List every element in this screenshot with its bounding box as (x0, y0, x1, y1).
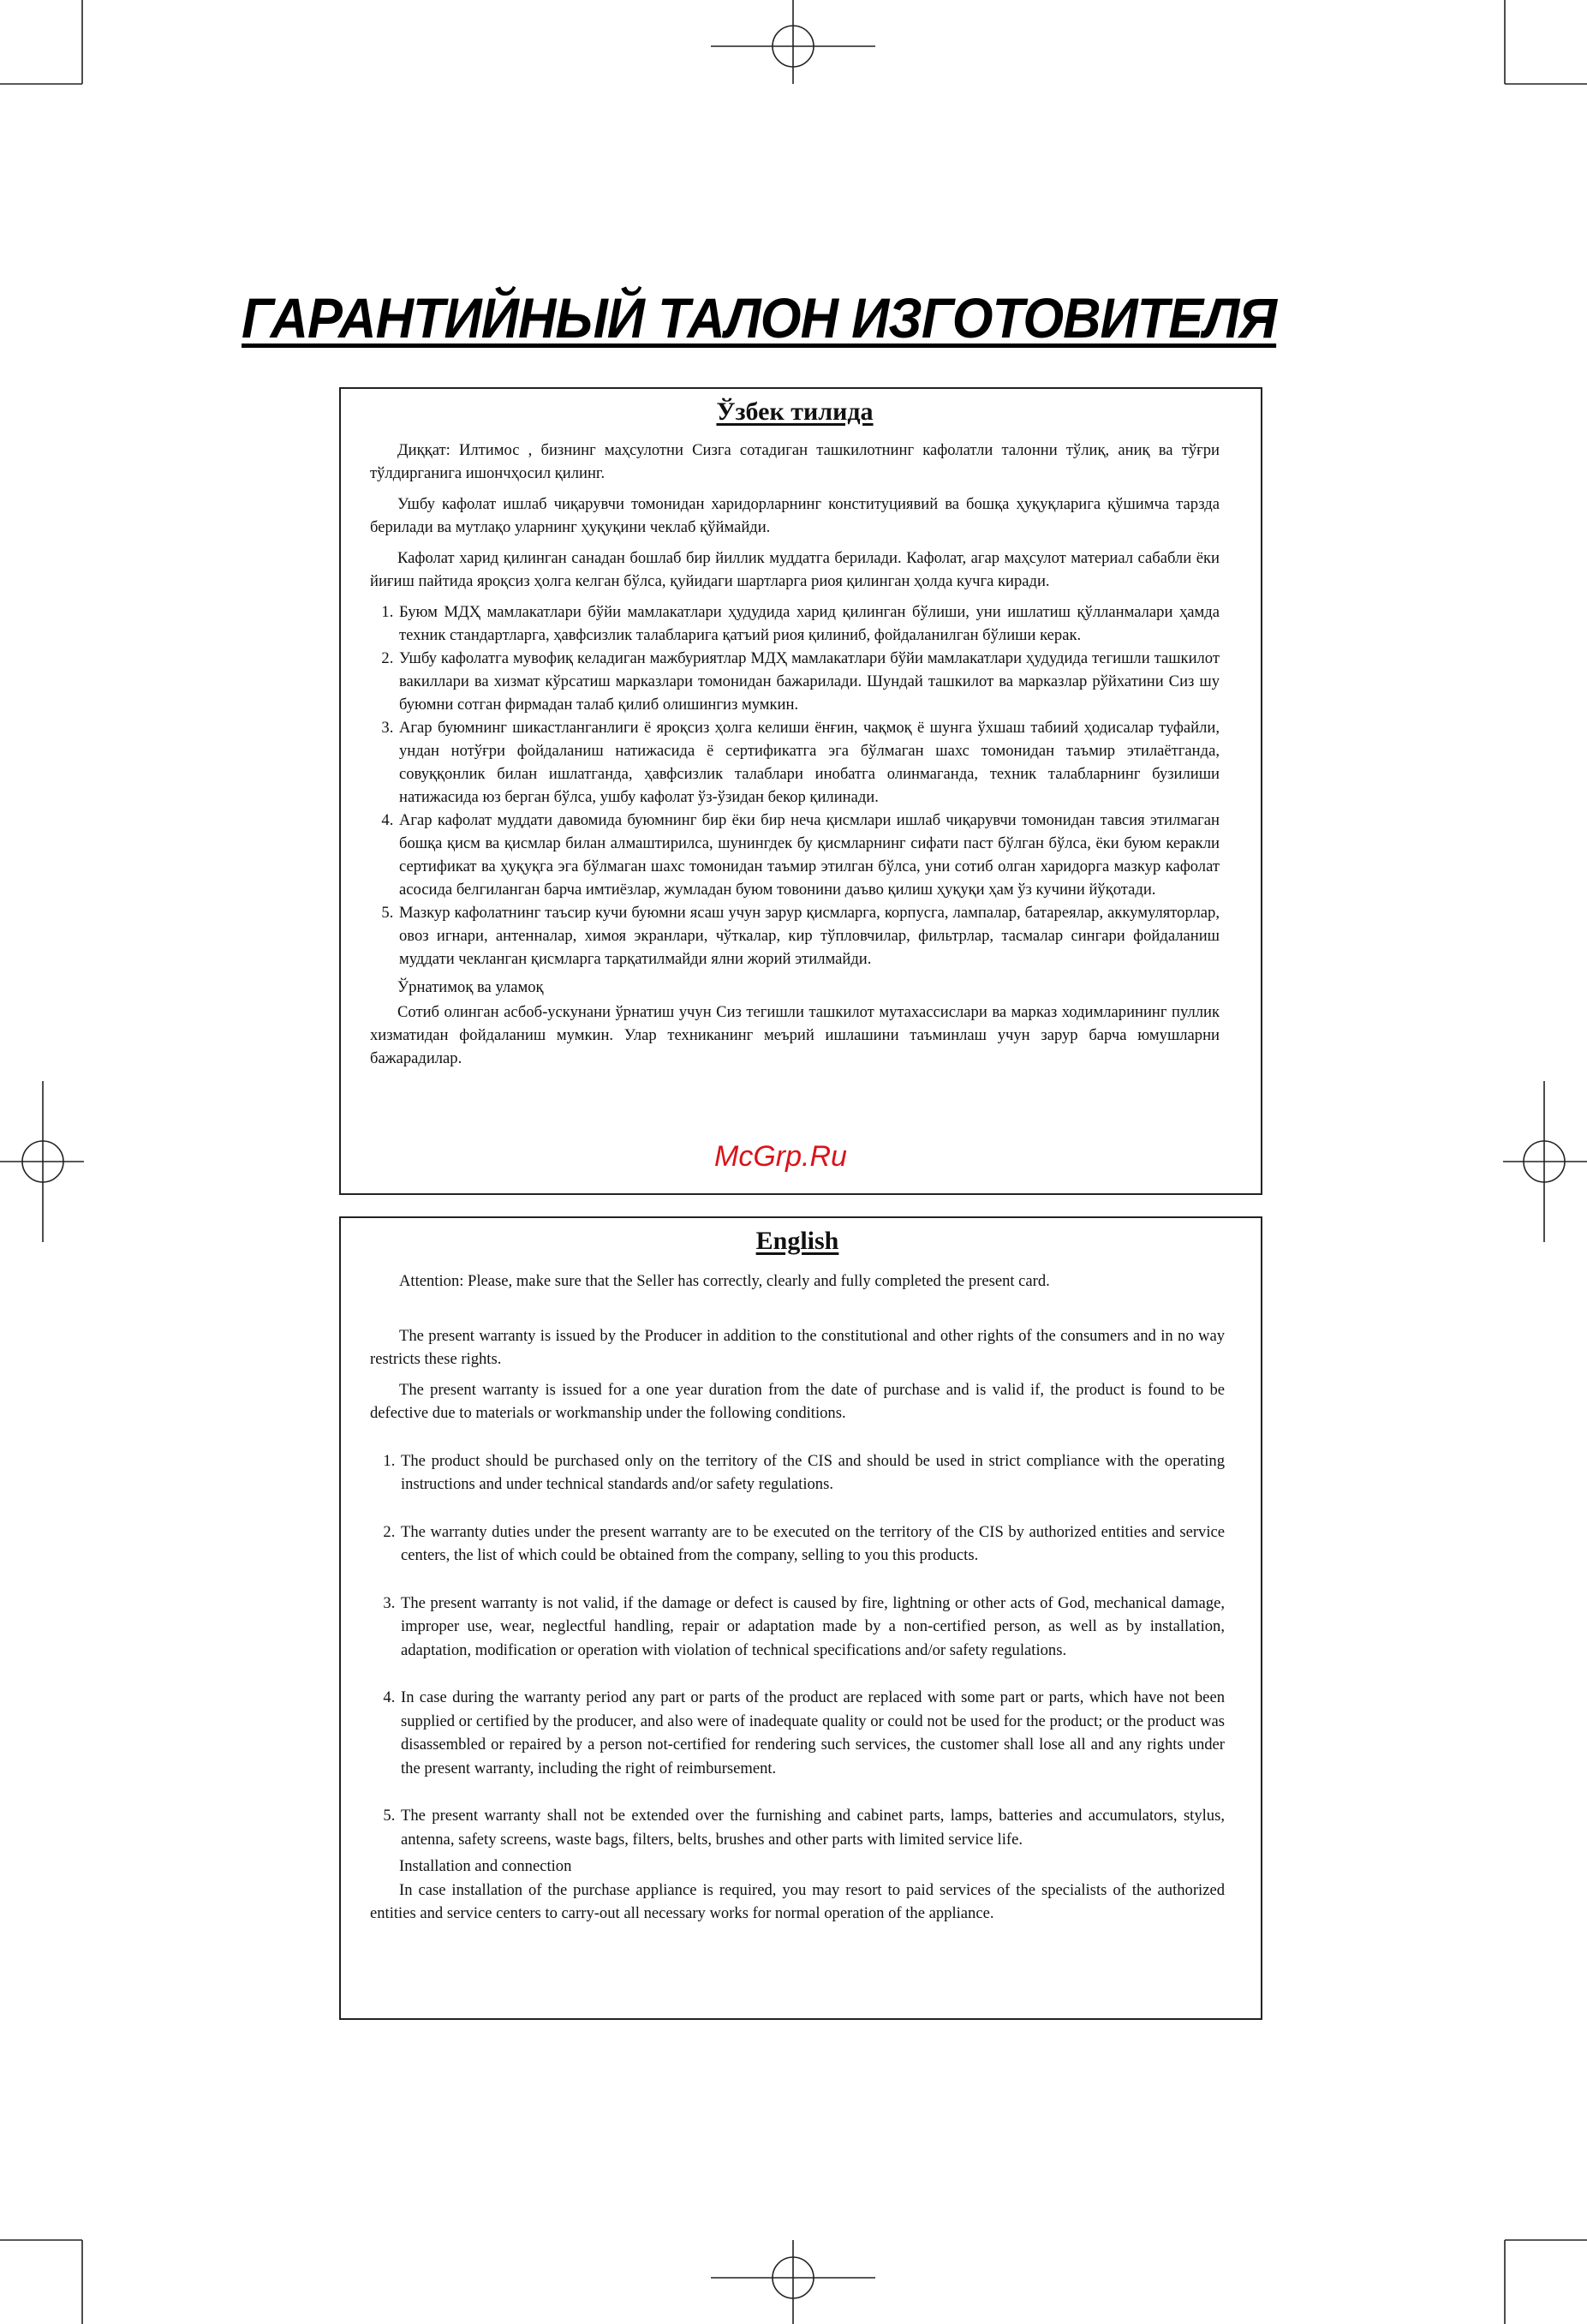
english-condition-item: 5. The present warranty shall not be extended over the furnishing and cabinet parts, lamps, batteries and accumulators, stylus, antenna, safety screens, waste bags, filters, belts, brushes and other parts with limited service life. (399, 1804, 1225, 1851)
english-condition-item: 3. The present warranty is not valid, if the damage or defect is caused by fire, lightning or other acts of God, mechanical damage, improper use, wear, neglectful handling, repair or adaptation made by a non-certified person, as well as by installation, adaptation, modification or operation with violation of technical specifications and/or safety regulations. (399, 1592, 1225, 1663)
uzbek-installation-text: Сотиб олинган асбоб-ускунани ўрнатиш учун Сиз тегишли ташкилот мутахассислари ва марказ ходимларининг пуллик хизматидан фойдаланиш мумкин. Улар техниканинг меърий ишлашини таъминлаш учун зарур барча юмушларни бажарадилар. (370, 1003, 1220, 1067)
uzbek-condition-item: 3. Агар буюмнинг шикастланганлиги ё яроқсиз ҳолга келиши ёнғин, чақмоқ ё шунга ўхшаш табиий ҳодисалар туфайли, ундан нотўғри фойдаланиш натижасида ё сертификатга эга бўлмаган шахс томонидан таъмир этилаётганда, совуққонлик билан ишлатганда, ҳавфсизлик талаблари инобатга олинмаганда, техник талабларнинг бузилиши натижасида юз берган бўлса, ушбу кафолат ўз-ўзидан бекор қилинади. (397, 716, 1220, 809)
english-intro-paragraph-2: The present warranty is issued for a one year duration from the date of purchase and is valid if, the product is found to be defective due to materials or workmanship under the following conditions. (370, 1380, 1225, 1422)
uzbek-condition-item: 4. Агар кафолат муддати давомида буюмнинг бир ёки бир неча қисмлари ишлаб чиқарувчи томонидан тавсия этилмаган бошқа қисм ва қисмлар билан алмаштирилса, шунингдек бу қисмларнинг сифати паст бўлган бўлса, ёки буюм керакли сертификат ва ҳуқуқга эга бўлмаган шахс томонидан таъмир этилган бўлса, уни сотиб олган харидорга мазкур кафолат асосида белгиланган барча имтиёзлар, жумладан буюм товонини даъво қилиш ҳуқуқи ҳам ўз кучини йўқотади. (397, 809, 1220, 901)
page-title: ГАРАНТИЙНЫЙ ТАЛОН ИЗГОТОВИТЕЛЯ (242, 286, 1277, 349)
uzbek-installation-heading: Ўрнатимоқ ва уламоқ (397, 978, 544, 996)
english-condition-item: 4. In case during the warranty period any part or parts of the product are replaced with some part or parts, which have not been supplied or certified by the producer, and also were of inadequate quality or could not be used for the product; or the product was disassembled or repaired by a person not-certified for rendering such services, the customer shall lose all and any rights under the present warranty, including the right of reimbursement. (399, 1686, 1225, 1780)
english-attention-text: Attention: Please, make sure that the Seller has correctly, clearly and fully completed the present card. (399, 1272, 1050, 1290)
english-condition-item: 1. The product should be purchased only on the territory of the CIS and should be used in strict compliance with the operating instructions and under technical standards and/or safety regulations. (399, 1449, 1225, 1497)
uzbek-intro-paragraph-1: Ушбу кафолат ишлаб чиқарувчи томонидан харидорларнинг конституциявий ва бошқа ҳуқуқларига қўшимча тарзда берилади ва мутлақо уларнинг ҳуқуқини чеклаб қўймайди. (370, 495, 1220, 536)
uzbek-warranty-section (339, 387, 1262, 1195)
english-conditions-list (370, 1449, 1225, 1852)
uzbek-condition-item: 2. Ушбу кафолатга мувофиқ келадиган мажбуриятлар МДҲ мамлакатлари бўйи мамлакатлари ҳудудида тегишли ташкилот вакиллари ва хизмат кўрсатиш марказлари томонидан бажарилади. Шундай ташкилот ва марказлар рўйхатини Сиз шу буюмни сотган фирмадан талаб қилиб олишингиз мумкин. (397, 647, 1220, 716)
english-installation-heading: Installation and connection (399, 1857, 572, 1875)
uzbek-condition-item: 5. Мазкур кафолатнинг таъсир кучи буюмни ясаш учун зарур қисмларга, корпусга, лампалар, батареялар, аккумуляторлар, овоз игнари, антенналар, химоя экранлари, чўткалар, кир тўпловчилар, фильтрлар, тасмалар сингари фойдаланиш муддати чекланган қисмларга тарқатилмайди ялни жорий этилмайди. (397, 901, 1220, 971)
english-installation-text: In case installation of the purchase appliance is required, you may resort to paid services of the specialists of the authorized entities and service centers to carry-out all necessary works for normal operation of the appliance. (370, 1880, 1225, 1922)
uzbek-condition-item: 1. Буюм МДҲ мамлакатлари бўйи мамлакатлари ҳудудида харид қилинган бўлиши, уни ишлатиш қўлланмалари ҳамда техник стандартларга, ҳавфсизлик талабларига қатъий риоя қилиниб, фойдаланилган бўлиши керак. (397, 600, 1220, 647)
uzbek-section-heading: Ўзбек тилида (716, 397, 874, 426)
uzbek-conditions-list (370, 600, 1220, 971)
uzbek-attention-text: Диққат: Илтимос , бизнинг маҳсулотни Сизга сотадиган ташкилотнинг кафолатли талонни тўлиқ, аниқ ва тўғри тўлдирганига ишончҳосил қилинг. (370, 441, 1220, 482)
english-section-heading: English (755, 1227, 839, 1255)
english-warranty-section (339, 1216, 1262, 2020)
english-condition-item: 2. The warranty duties under the present warranty are to be executed on the territory of the CIS by authorized entities and service centers, the list of which could be obtained from the company, selling to you this products. (399, 1520, 1225, 1568)
english-intro-paragraph-1: The present warranty is issued by the Producer in addition to the constitutional and other rights of the consumers and in no way restricts these rights. (370, 1326, 1225, 1368)
watermark-text: McGrp.Ru (711, 1141, 850, 1173)
uzbek-intro-paragraph-2: Кафолат харид қилинган санадан бошлаб бир йиллик муддатга берилади. Кафолат, агар маҳсулот материал сабабли ёки йиғиш пайтида яроқсиз ҳолга келган бўлса, қуйидаги шартларга риоя қилинган ҳолда кучга киради. (370, 549, 1220, 590)
